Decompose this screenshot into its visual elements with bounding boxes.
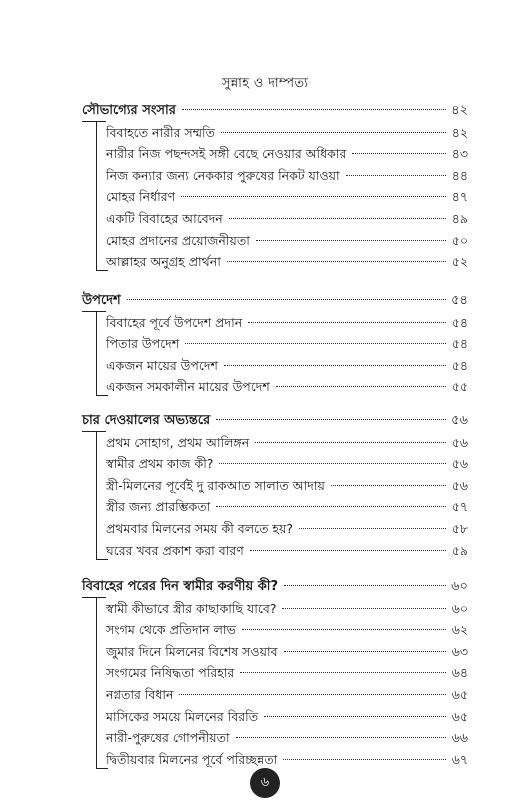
toc-entry[interactable] <box>106 496 468 518</box>
toc-entry-title: বিবাহতে নারীর সম্মতি <box>106 124 215 140</box>
toc-entry-page: ৫৪ <box>451 336 468 352</box>
dot-leader <box>229 217 446 219</box>
chapter-underline <box>82 431 106 432</box>
toc-entry-page: ৬২ <box>451 622 468 638</box>
dot-leader <box>299 527 446 529</box>
toc-entry[interactable] <box>106 186 468 208</box>
toc-entry-page: ৫০ <box>451 232 468 248</box>
toc-entry-page: ৫৬ <box>451 434 468 450</box>
toc-entry[interactable] <box>106 641 468 663</box>
toc-entry-page: ৬৫ <box>451 687 468 702</box>
toc-entry-page: ৬৫ <box>451 708 468 724</box>
section-bracket <box>96 121 97 270</box>
toc-entry-title: সংগম থেকে প্রতিদান লাভ <box>106 622 236 638</box>
toc-chapter[interactable] <box>82 410 468 432</box>
section-bottom-rule <box>96 559 108 560</box>
toc-entry-title: একজন সমকালীন মায়ের উপদেশ <box>106 379 270 395</box>
dot-leader <box>219 462 446 464</box>
toc-entry-title: প্রথমবার মিলনের সময় কী বলতে হয়? <box>106 521 294 536</box>
toc-entry-page: ৫৫ <box>451 379 468 395</box>
toc-entry[interactable] <box>106 749 468 771</box>
toc-entry[interactable] <box>106 251 468 273</box>
dot-leader <box>227 260 446 262</box>
toc-entry-title: মোহর নির্ধারণ <box>106 189 176 205</box>
toc-entry-page: ৬৩ <box>451 643 468 659</box>
toc-entry-page: ৪৩ <box>451 146 468 162</box>
dot-leader <box>182 108 446 110</box>
toc-entry[interactable] <box>106 662 468 684</box>
section-bracket <box>96 597 97 768</box>
toc-entry-page: ৫৬ <box>451 477 468 493</box>
toc-entry-page: ৪৪ <box>451 167 468 183</box>
toc-entry[interactable] <box>106 518 468 540</box>
toc-entry[interactable] <box>106 230 468 252</box>
toc-entry-page: ৫৭ <box>451 499 468 515</box>
dot-leader <box>185 342 446 344</box>
toc-entry[interactable] <box>106 376 468 398</box>
toc-entry-title: দ্বিতীয়বার মিলনের পূর্বে পরিচ্ছন্নতা <box>106 751 278 767</box>
toc-chapter[interactable] <box>82 100 468 122</box>
toc-entry-page: ৫২ <box>451 254 468 270</box>
toc-entry-page: ৫৬ <box>451 456 468 472</box>
toc-entry[interactable] <box>106 122 468 144</box>
toc-entry-title: নিজ কন্যার জন্য নেককার পুরুষের নিকট যাওয়া <box>106 167 340 183</box>
dot-leader <box>284 584 446 586</box>
dot-leader <box>181 195 446 197</box>
toc-entry-page: ৪২ <box>451 124 468 140</box>
dot-leader <box>256 239 446 241</box>
dot-leader <box>283 758 446 760</box>
dot-leader <box>221 131 446 133</box>
toc-entry-page: ৪৭ <box>451 189 468 205</box>
page-number-badge: ৬ <box>250 768 280 798</box>
toc-entry-title: মোহর প্রদানের প্রয়োজনীয়তা <box>106 232 250 248</box>
dot-leader <box>242 628 446 630</box>
toc-entry-title: প্রথম সোহাগ, প্রথম আলিঙ্গন <box>106 434 250 450</box>
dot-leader <box>352 152 446 154</box>
chapter-underline <box>82 121 106 122</box>
toc-entry[interactable] <box>106 684 468 706</box>
toc-entry-title: স্ত্রী-মিলনের পূর্বেই দু রাকআত সালাত আদায় <box>106 477 325 493</box>
toc-entry[interactable] <box>106 706 468 728</box>
dot-leader <box>264 715 446 717</box>
toc-entry[interactable] <box>106 540 468 562</box>
toc-chapter-page: ৬০ <box>451 579 468 594</box>
toc-entry[interactable] <box>106 598 468 620</box>
toc-entry[interactable] <box>106 619 468 641</box>
running-header: সুন্নাহ ও দাম্পত্য <box>221 76 309 91</box>
toc-chapter[interactable] <box>82 290 468 312</box>
toc-entry[interactable] <box>106 475 468 497</box>
toc-chapter-title: সৌভাগ্যের সংসার <box>82 103 176 118</box>
dot-leader <box>331 484 446 486</box>
dot-leader <box>282 607 446 609</box>
toc-entry[interactable] <box>106 432 468 454</box>
toc-entry-title: মাসিকের সময়ে মিলনের বিরতি <box>106 708 259 724</box>
toc-entry-page: ৫৯ <box>451 542 468 558</box>
toc-entry[interactable] <box>106 355 468 377</box>
toc-chapter-title: উপদেশ <box>82 293 121 308</box>
toc-entry-page: ৬৬ <box>451 730 468 746</box>
toc-entry-title: একজন মায়ের উপদেশ <box>106 357 218 373</box>
dot-leader <box>216 418 446 420</box>
dot-leader <box>236 736 446 738</box>
toc-entry[interactable] <box>106 143 468 165</box>
toc-entry-page: ৪৯ <box>451 211 468 226</box>
dot-leader <box>255 441 446 443</box>
toc-entry[interactable] <box>106 453 468 475</box>
toc-chapter[interactable] <box>82 576 468 598</box>
toc-chapter-title: বিবাহের পরের দিন স্বামীর করণীয় কী? <box>82 579 279 594</box>
section-bracket <box>96 311 97 395</box>
toc-entry[interactable] <box>106 165 468 187</box>
toc-chapter-page: ৫৪ <box>451 293 468 308</box>
toc-chapter-title: চার দেওয়ালের অভ্যন্তরে <box>82 413 211 428</box>
section-bottom-rule <box>96 768 108 769</box>
toc-entry-title: জুমার দিনে মিলনের বিশেষ সওয়াব <box>106 643 278 659</box>
section-bottom-rule <box>96 270 108 271</box>
toc-entry-page: ৫৪ <box>451 357 468 373</box>
toc-entry[interactable] <box>106 727 468 749</box>
toc-entry-page: ৬০ <box>451 600 468 616</box>
dot-leader <box>346 174 446 176</box>
toc-entry[interactable] <box>106 333 468 355</box>
chapter-underline <box>82 311 106 312</box>
toc-entry-title: স্ত্রীর জন্য প্রারম্ভিকতা <box>106 499 211 515</box>
toc-entry-title: নারী-পুরুষের গোপনীয়তা <box>106 730 230 746</box>
toc-entry-title: স্বামী কীভাবে স্ত্রীর কাছাকাছি যাবে? <box>106 600 277 616</box>
toc-entry-title: নগ্নতার বিধান <box>106 687 174 702</box>
toc-chapter-page: ৫৬ <box>451 413 468 428</box>
section-bottom-rule <box>96 395 108 396</box>
dot-leader <box>179 693 446 695</box>
dot-leader <box>216 505 446 507</box>
dot-leader <box>284 650 446 652</box>
toc-entry-page: ৬৪ <box>451 665 468 681</box>
dot-leader <box>276 385 446 387</box>
toc-entry-title: একটি বিবাহের আবেদন <box>106 211 223 226</box>
chapter-underline <box>82 597 106 598</box>
toc-entry-title: সংগমের নিষিদ্ধতা পরিহার <box>106 665 235 681</box>
toc-entry-page: ৫৮ <box>451 521 468 536</box>
dot-leader <box>240 671 446 673</box>
toc-entry-title: স্বামীর প্রথম কাজ কী? <box>106 456 214 472</box>
toc-chapter-page: ৪২ <box>451 103 468 118</box>
toc-entry[interactable] <box>106 312 468 334</box>
toc-entry-title: আল্লাহর অনুগ্রহ প্রার্থনা <box>106 254 221 270</box>
toc-entry-title: ঘরের খবর প্রকাশ করা বারণ <box>106 542 244 558</box>
dot-leader <box>248 321 446 323</box>
toc-entry-title: নারীর নিজ পছন্দসই সঙ্গী বেছে নেওয়ার অধিকার <box>106 146 347 162</box>
toc-entry[interactable] <box>106 208 468 230</box>
section-bracket <box>96 431 97 559</box>
toc-entry-title: বিবাহের পূর্বে উপদেশ প্রদান <box>106 314 243 330</box>
dot-leader <box>224 364 446 366</box>
toc-entry-page: ৫৪ <box>451 314 468 330</box>
toc-entry-title: পিতার উপদেশ <box>106 336 180 352</box>
dot-leader <box>127 298 446 300</box>
dot-leader <box>250 549 446 551</box>
toc-entry-page: ৬৭ <box>451 751 468 767</box>
